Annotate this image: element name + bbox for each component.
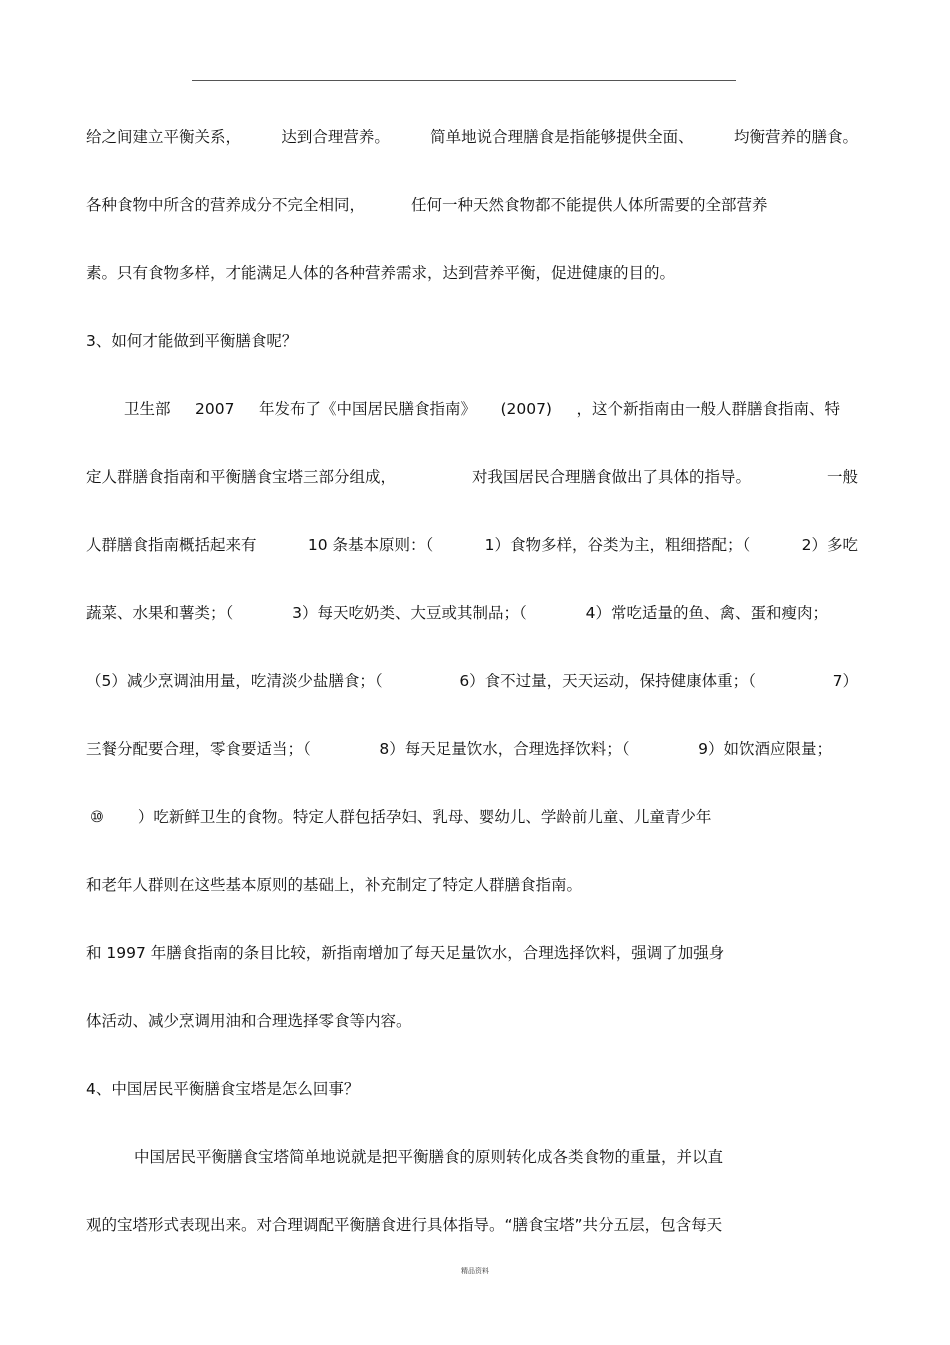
text-segment: 2）多吃 [801,536,858,554]
text-segment: 简单地说合理膳食是指能够提供全面、 [430,128,694,146]
text-line [86,466,858,488]
text-line [86,942,724,964]
text-segment: 体活动、减少烹调用油和合理选择零食等内容。 [86,1012,412,1030]
text-segment: ⑩ [90,808,104,826]
text-segment: 均衡营养的膳食。 [733,128,858,146]
text-segment: 和 1997 年膳食指南的条目比较，新指南增加了每天足量饮水，合理选择饮料，强调了加强身 [86,944,725,962]
text-segment: 达到合理营养。 [281,128,390,146]
text-segment: 4、中国居民平衡膳食宝塔是怎么回事？ [86,1080,360,1098]
text-segment: (2007) [500,400,552,418]
text-segment: 中国居民平衡膳食宝塔简单地说就是把平衡膳食的原则转化成各类食物的重量，并以直 [134,1148,724,1166]
text-segment: 观的宝塔形式表现出来。对合理调配平衡膳食进行具体指导。“膳食宝塔”共分五层，包含每天 [86,1216,723,1234]
text-segment: 给之间建立平衡关系， [86,128,242,146]
text-segment: 3）每天吃奶类、大豆或其制品；（ [292,604,527,622]
text-segment: 1）食物多样，谷类为主，粗细搭配；（ [484,536,751,554]
text-line [86,874,582,896]
text-segment: 年发布了《中国居民膳食指南》 [258,400,476,418]
text-line [86,738,832,760]
text-segment: 对我国居民合理膳食做出了具体的指导。 [471,468,751,486]
text-segment: 定人群膳食指南和平衡膳食宝塔三部分组成， [86,468,397,486]
text-segment: 一般 [826,468,858,486]
text-segment: ）吃新鲜卫生的食物。特定人群包括孕妇、乳母、婴幼儿、学龄前儿童、儿童青少年 [137,808,712,826]
text-line [86,126,858,148]
text-segment: 3、如何才能做到平衡膳食呢？ [86,332,298,350]
text-segment: 三餐分配要合理，零食要适当；（ [86,740,311,758]
text-line [124,398,840,420]
text-line [86,1214,722,1236]
text-line [134,1146,723,1168]
text-segment: 和老年人群则在这些基本原则的基础上，补充制定了特定人群膳食指南。 [86,876,583,894]
text-line [90,806,711,828]
header-rule [192,80,736,81]
page-footer: 精品资料 [461,1267,489,1275]
text-segment: 10 条基本原则：（ [307,536,434,554]
text-segment: 9）如饮酒应限量； [698,740,832,758]
text-segment: 人群膳食指南概括起来有 [86,536,257,554]
text-segment: （5）减少烹调油用量，吃清淡少盐膳食；（ [86,672,383,690]
text-line [86,194,768,216]
text-line [86,602,828,624]
section-heading [86,330,297,352]
text-line [86,670,858,692]
text-segment: 蔬菜、水果和薯类；（ [86,604,234,622]
text-segment: 7） [832,672,858,690]
text-segment: 素。只有食物多样，才能满足人体的各种营养需求，达到营养平衡，促进健康的目的。 [86,264,676,282]
text-segment: 8）每天足量饮水，合理选择饮料；（ [379,740,630,758]
text-segment: 6）食不过量，天天运动，保持健康体重；（ [459,672,756,690]
text-line [86,534,858,556]
text-segment: 任何一种天然食物都不能提供人体所需要的全部营养 [411,196,768,214]
text-segment: 各种食物中所含的营养成分不完全相同， [86,196,366,214]
text-line [86,262,675,284]
text-line [86,1010,412,1032]
text-segment: 2007 [195,400,235,418]
section-heading [86,1078,359,1100]
text-segment: 4）常吃适量的鱼、禽、蛋和瘦肉； [585,604,828,622]
text-segment: 卫生部 [124,400,171,418]
text-segment: ，这个新指南由一般人群膳食指南、特 [576,400,840,418]
